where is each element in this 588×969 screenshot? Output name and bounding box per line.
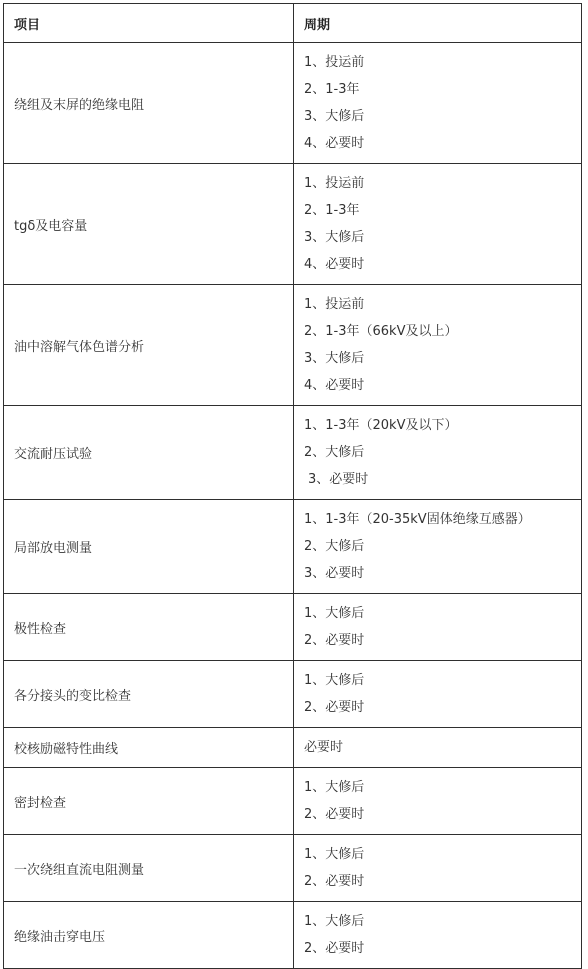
period-line: 4、必要时 — [304, 378, 365, 393]
period-line: 2、必要时 — [304, 700, 365, 715]
period-line: 1、大修后 — [304, 847, 365, 862]
table-row — [4, 902, 582, 969]
table-row — [4, 835, 582, 902]
item-cell: 绝缘油击穿电压 — [4, 902, 294, 969]
period-line: 3、必要时 — [304, 566, 365, 581]
item-cell: 各分接头的变比检查 — [4, 661, 294, 728]
period-cell — [294, 661, 582, 728]
table-row — [4, 768, 582, 835]
period-line: 1、大修后 — [304, 606, 365, 621]
table-row — [4, 164, 582, 285]
period-line: 1、投运前 — [304, 55, 365, 70]
table-row — [4, 43, 582, 164]
table-row — [4, 500, 582, 594]
period-line: 2、1-3年（66kV及以上） — [304, 324, 458, 339]
period-line: 1、大修后 — [304, 914, 365, 929]
table-row — [4, 285, 582, 406]
period-line: 1、大修后 — [304, 673, 365, 688]
period-line: 必要时 — [304, 740, 344, 755]
period-cell — [294, 768, 582, 835]
period-line: 2、必要时 — [304, 633, 365, 648]
period-line: 2、必要时 — [304, 874, 365, 889]
period-line: 2、大修后 — [304, 539, 365, 554]
period-line: 1、1-3年（20-35kV固体绝缘互感器） — [304, 512, 531, 527]
period-line: 2、1-3年 — [304, 203, 360, 218]
item-cell: 一次绕组直流电阻测量 — [4, 835, 294, 902]
period-cell — [294, 285, 582, 406]
item-cell: 密封检查 — [4, 768, 294, 835]
table-row — [4, 406, 582, 500]
period-cell — [294, 594, 582, 661]
period-cell — [294, 500, 582, 594]
period-line: 4、必要时 — [304, 136, 365, 151]
header-row — [4, 4, 582, 43]
period-line: 2、1-3年 — [304, 82, 360, 97]
period-cell — [294, 164, 582, 285]
header-item: 项目 — [4, 4, 294, 43]
period-line: 1、1-3年（20kV及以下） — [304, 418, 458, 433]
period-cell — [294, 406, 582, 500]
period-cell — [294, 902, 582, 969]
item-cell: 油中溶解气体色谱分析 — [4, 285, 294, 406]
period-line: 2、大修后 — [304, 445, 365, 460]
item-cell: 交流耐压试验 — [4, 406, 294, 500]
item-cell: tgδ及电容量 — [4, 164, 294, 285]
period-line: 3、必要时 — [308, 472, 369, 487]
period-cell — [294, 835, 582, 902]
period-line: 4、必要时 — [304, 257, 365, 272]
item-cell: 极性检查 — [4, 594, 294, 661]
period-cell — [294, 43, 582, 164]
item-cell: 局部放电测量 — [4, 500, 294, 594]
period-line: 1、大修后 — [304, 780, 365, 795]
period-line: 2、必要时 — [304, 807, 365, 822]
item-cell: 校核励磁特性曲线 — [4, 728, 294, 768]
header-period: 周期 — [294, 4, 582, 43]
period-line: 3、大修后 — [304, 230, 365, 245]
test-period-table — [3, 3, 582, 969]
period-line: 3、大修后 — [304, 109, 365, 124]
table-row — [4, 594, 582, 661]
period-line: 1、投运前 — [304, 297, 365, 312]
period-line: 3、大修后 — [304, 351, 365, 366]
period-line: 1、投运前 — [304, 176, 365, 191]
period-line: 2、必要时 — [304, 941, 365, 956]
period-cell — [294, 728, 582, 768]
table-row — [4, 661, 582, 728]
table-row — [4, 728, 582, 768]
item-cell: 绕组及末屏的绝缘电阻 — [4, 43, 294, 164]
